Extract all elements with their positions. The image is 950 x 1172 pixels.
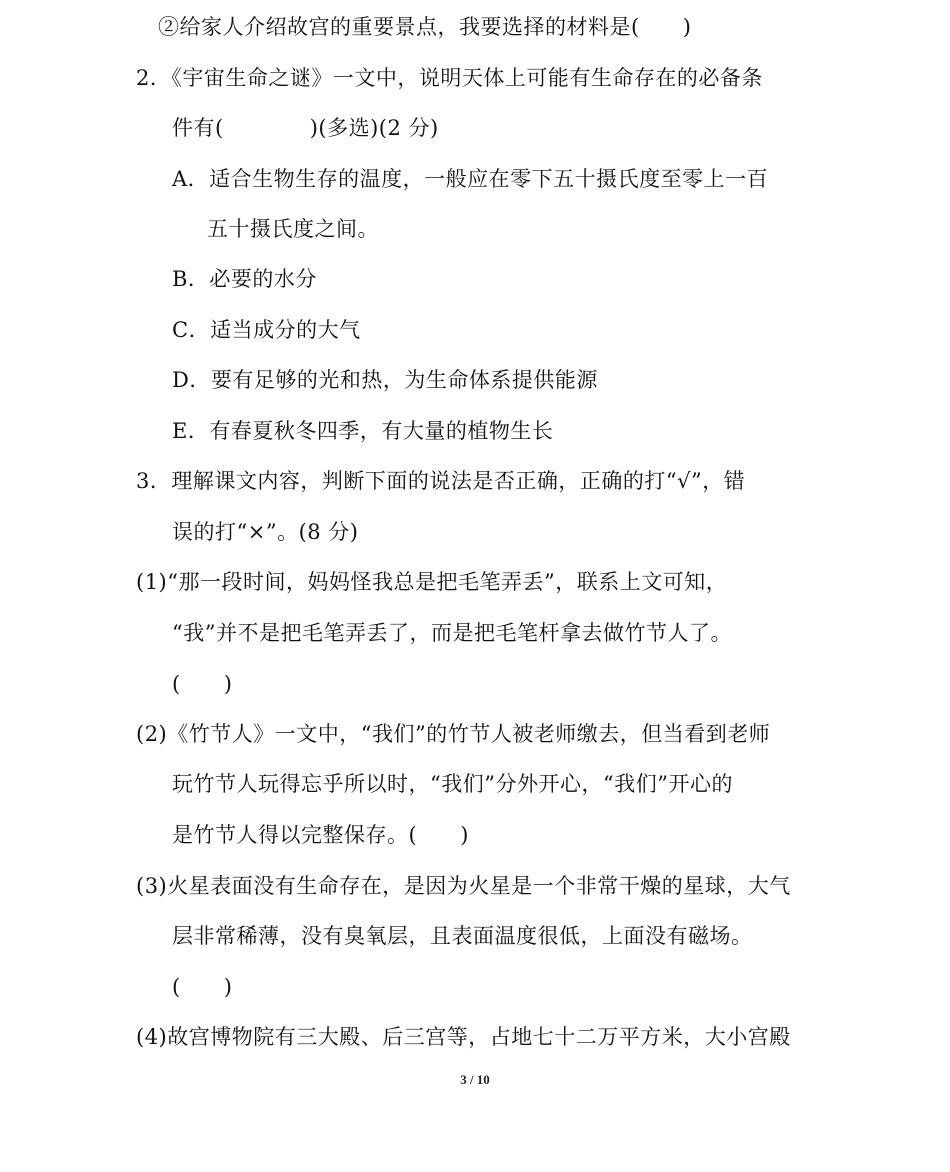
option-a-cont: 五十摄氏度之间。 [207, 217, 379, 241]
question-3-item-3: (3)火星表面没有生命存在，是因为火星是一个非常干燥的星球，大气 [136, 874, 791, 898]
question-3-stem: 3．理解课文内容，判断下面的说法是否正确，正确的打“√”，错 [136, 469, 746, 493]
question-3-item-3-cont: 层非常稀薄，没有臭氧层，且表面温度很低，上面没有磁场。 [172, 924, 753, 948]
answer-blank-1: ( ) [172, 672, 233, 696]
option-d: D．要有足够的光和热，为生命体系提供能源 [172, 368, 598, 392]
question-3-item-2: (2)《竹节人》一文中，“我们”的竹节人被老师缴去，但当看到老师 [136, 722, 771, 746]
question-3-item-1: (1)“那一段时间，妈妈怪我总是把毛笔弄丢”，联系上文可知， [136, 570, 728, 594]
question-3-stem-cont: 误的打“×”。(8 分) [172, 520, 359, 544]
option-b: B．必要的水分 [172, 267, 317, 291]
option-a: A．适合生物生存的温度，一般应在零下五十摄氏度至零上一百 [172, 167, 769, 191]
question-1-sub-2: ②给家人介绍故宫的重要景点，我要选择的材料是( ) [158, 15, 692, 39]
question-3-item-2-cont-2: 是竹节人得以完整保存。( ) [172, 823, 469, 847]
question-2-stem: 2．《宇宙生命之谜》一文中，说明天体上可能有生命存在的必备条 [136, 66, 763, 90]
question-3-item-2-cont: 玩竹节人玩得忘乎所以时，“我们”分外开心，“我们”开心的 [172, 772, 733, 796]
answer-blank-3: ( ) [172, 975, 233, 999]
question-2-stem-cont: 件有( )(多选)(2 分) [172, 116, 439, 140]
option-e: E．有春夏秋冬四季，有大量的植物生长 [172, 419, 554, 443]
question-3-item-4: (4)故宫博物院有三大殿、后三宫等，占地七十二万平方米，大小宫殿 [136, 1025, 791, 1049]
page-number: 3 / 10 [460, 1072, 490, 1087]
question-3-item-1-cont: “我”并不是把毛笔弄丢了，而是把毛笔杆拿去做竹节人了。 [172, 621, 732, 645]
option-c: C．适当成分的大气 [172, 318, 361, 342]
